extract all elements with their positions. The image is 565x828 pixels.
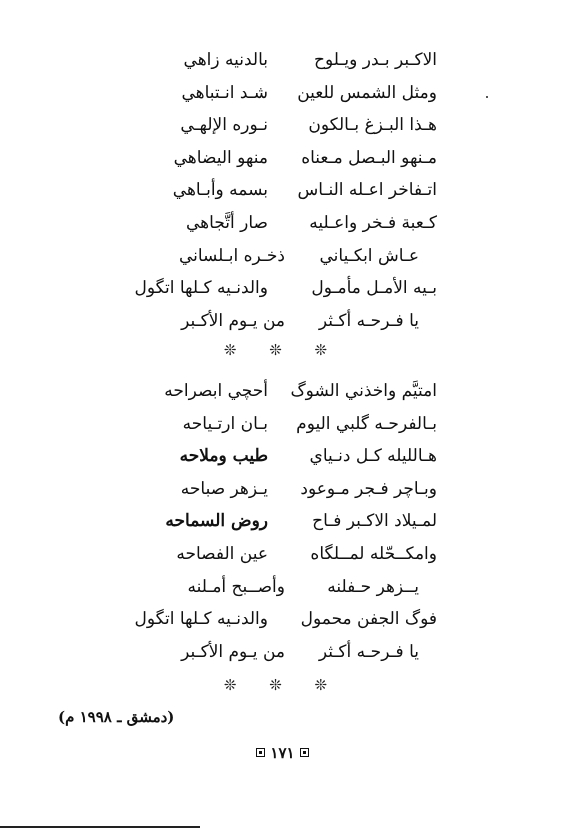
verse-line: [0, 540, 565, 573]
first-hemistich: كـعبة فـخر واعـليه: [309, 212, 437, 233]
verse-line: [0, 507, 565, 540]
first-hemistich: يا فـرحـه أكـثر: [318, 641, 419, 662]
second-hemistich: منهو اليضاهي: [173, 147, 268, 168]
second-hemistich: طيب وملاحه: [179, 446, 268, 467]
refrain-line: [0, 638, 565, 671]
verse-line: [0, 209, 565, 242]
verse-line: [0, 176, 565, 209]
second-hemistich: نـوره الإلهـي: [180, 115, 268, 136]
second-hemistich: وأصــبح أمـلنه: [187, 576, 285, 597]
verse-line: [0, 111, 565, 144]
first-hemistich: فوگ الجفن محمول: [300, 609, 437, 630]
verse-line: [0, 274, 565, 307]
verse-line: [0, 144, 565, 177]
verse-line: [0, 410, 565, 443]
second-hemistich: ذخـره ابـلساني: [178, 245, 285, 266]
first-hemistich: يا فـرحـه أكـثر: [318, 310, 419, 331]
second-hemistich: بسمه وأبـاهي: [172, 180, 268, 201]
verse-line: [0, 573, 565, 606]
second-hemistich: بـان ارتـياحه: [182, 413, 268, 434]
first-hemistich: يــزهر حـفلنه: [327, 576, 419, 597]
page-number-footer: [0, 744, 565, 762]
first-hemistich: مـنهو البـصل مـعناه: [301, 147, 437, 168]
second-hemistich: والدنـيه كـلها اتگول: [134, 609, 268, 630]
page-number: ١٧١: [270, 744, 295, 762]
second-hemistich: شـد انـتباهي: [181, 82, 268, 103]
first-hemistich: اتـفاخر اعـله النـاس: [297, 180, 437, 201]
refrain-line: [0, 307, 565, 340]
first-hemistich: امتيَّم واخذني الشوگ: [290, 381, 437, 401]
first-hemistich: هـذا البـزغ بـالكون: [308, 115, 437, 136]
second-hemistich: بالدنيه زاهي: [183, 50, 268, 70]
verse-line: [0, 79, 565, 112]
first-hemistich: هـالليله كـل دنـياي: [309, 446, 437, 467]
first-hemistich: الاكـبر بـدر ويـلوح: [314, 50, 437, 70]
square-ornament-icon: [256, 748, 265, 757]
poem-stanza-2: [0, 377, 565, 670]
poem-stanza-1: [0, 46, 565, 339]
second-hemistich: عين الفصاحه: [176, 543, 268, 564]
stanza-separator: ❊ ❊ ❊: [223, 341, 342, 359]
first-hemistich: وبـاچر فـجر مـوعود: [300, 478, 437, 499]
second-hemistich: روض السماحه: [165, 511, 268, 532]
verse-line: [0, 377, 565, 410]
first-hemistich: وامكــحّله لمــلگاه: [310, 543, 437, 564]
first-hemistich: ومثل الشمس للعين: [297, 82, 437, 103]
first-hemistich: عـاش ابكـياني: [319, 245, 419, 266]
first-hemistich: لمـيلاد الاكـبر فـاح: [312, 511, 437, 532]
first-hemistich: بـالفرحـه گلبي اليوم: [296, 413, 437, 434]
stanza-separator: ❊ ❊ ❊: [223, 676, 342, 694]
place-date-line: (دمشق ـ ١٩٩٨ م): [58, 708, 175, 726]
second-hemistich: من يـوم الأكـبر: [181, 641, 285, 662]
first-hemistich: بـيه الأمـل مأمـول: [311, 278, 437, 299]
bottom-rule: [0, 826, 200, 828]
second-hemistich: صار أتَّجاهي: [186, 212, 268, 233]
verse-line: [0, 46, 565, 79]
verse-line: [0, 605, 565, 638]
verse-line: [0, 475, 565, 508]
verse-line: [0, 442, 565, 475]
second-hemistich: يـزهر صباحه: [180, 478, 268, 499]
square-ornament-icon: [300, 748, 309, 757]
second-hemistich: والدنـيه كـلها اتگول: [134, 278, 268, 299]
verse-line: [0, 242, 565, 275]
second-hemistich: من يـوم الأكـبر: [181, 310, 285, 331]
second-hemistich: أحچي ابصراحه: [164, 381, 268, 401]
